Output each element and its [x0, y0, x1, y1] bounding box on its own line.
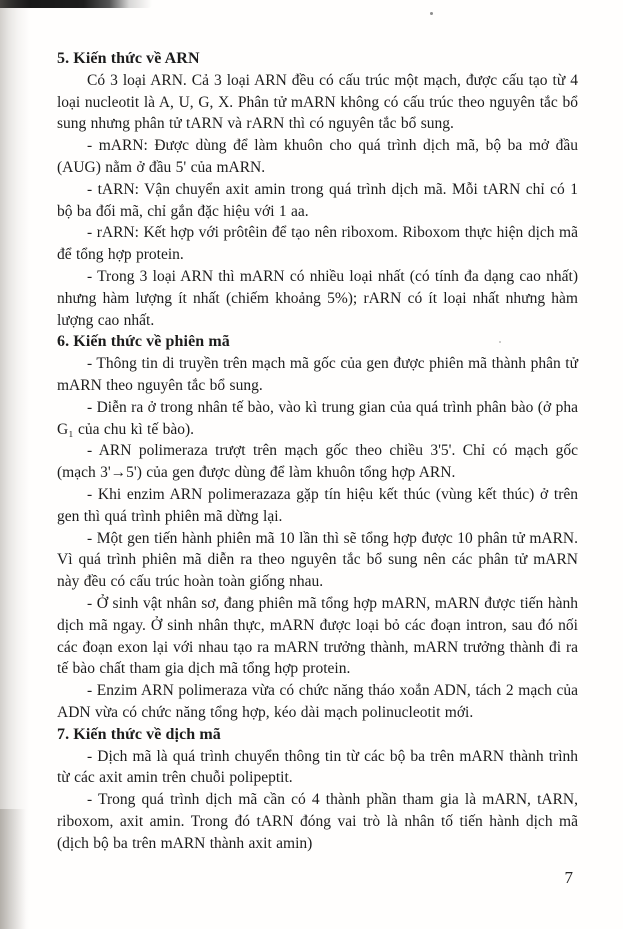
paragraph: - Một gen tiến hành phiên mã 10 lần thì sẽ tổng hợp được 10 phân tử mARN. Vì quá trình phiên mã diễn ra theo nguyên tắc bổ sung nên các phân tử mARN này đều có cấu trúc hoàn toàn giống nhau. — [57, 529, 578, 591]
paragraph: - tARN: Vận chuyển axit amin trong quá trình dịch mã. Mỗi tARN chỉ có 1 bộ ba đối mã, chỉ gắn đặc hiệu với 1 aa. — [57, 180, 578, 220]
paragraph: - Thông tin di truyền trên mạch mã gốc của gen được phiên mã thành phân tử mARN theo nguyên tắc bổ sung. — [57, 355, 578, 394]
scan-shadow-left-edge — [0, 0, 30, 929]
section-5-arn — [57, 48, 578, 331]
section-6-phien-ma — [57, 331, 578, 723]
section-7-dich-ma — [57, 724, 578, 855]
paragraph: - ARN polimeraza trượt trên mạch gốc theo chiều 3'5'. Chỉ có mạch gốc (mạch 3'→5') của gen được dùng để làm khuôn tổng hợp ARN. — [57, 442, 578, 482]
paragraph: - Trong 3 loại ARN thì mARN có nhiều loại nhất (có tính đa dạng cao nhất) nhưng hàm lượng ít nhất (chiếm khoảng 5%); rARN có ít loại nhất nhưng hàm lượng cao nhất. — [57, 267, 578, 329]
paragraph: Có 3 loại ARN. Cả 3 loại ARN đều có cấu trúc một mạch, được cấu tạo từ 4 loại nucleotit là A, U, G, X. Phân tử mARN không có cấu trúc theo nguyên tắc bổ sung nhưng phân tử tARN và rARN thì có nguyên tắc bổ sung. — [57, 71, 578, 133]
page-content — [57, 48, 578, 854]
paragraph: - mARN: Được dùng để làm khuôn cho quá trình dịch mã, bộ ba mở đầu (AUG) nằm ở đầu 5' của mARN. — [57, 137, 578, 176]
section-heading: 5. Kiến thức về ARN — [57, 50, 200, 67]
paragraph: - Diễn ra ở trong nhân tế bào, vào kì trung gian của quá trình phân bào (ở pha G₁ của chu kì tế bào). — [57, 398, 578, 438]
paragraph: - Ở sinh vật nhân sơ, đang phiên mã tổng hợp mARN, mARN được tiến hành dịch mã ngay. Ở sinh nhân thực, mARN được loại bỏ các đoạn intron, sau đó nối các đoạn exon lại với nhau tạo ra mARN trưởng thành, mARN trưởng thành đi ra tế bào chất tham gia dịch mã tổng hợp protein. — [57, 594, 578, 678]
section-heading: 6. Kiến thức về phiên mã — [57, 333, 230, 351]
scan-shadow-bottom-left — [0, 809, 26, 929]
paragraph: - rARN: Kết hợp với prôtêin để tạo nên riboxom. Riboxom thực hiện dịch mã để tổng hợp protein. — [57, 224, 578, 264]
paragraph: - Trong quá trình dịch mã cần có 4 thành phần tham gia là mARN, tARN, riboxom, axit amin. Trong đó tARN đóng vai trò là nhân tố tiến hành dịch mã (dịch bộ ba trên mARN thành axit amin) — [57, 791, 578, 852]
paragraph: - Dịch mã là quá trình chuyển thông tin từ các bộ ba trên mARN thành trình từ các axit amin trên chuỗi polipeptit. — [57, 747, 578, 787]
ink-speck — [430, 12, 433, 15]
paragraph: - Enzim ARN polimeraza vừa có chức năng tháo xoắn ADN, tách 2 mạch của ADN vừa có chức năng tổng hợp, kéo dài mạch polinucleotit mới. — [57, 682, 578, 721]
paragraph: - Khi enzim ARN polimerazaza gặp tín hiệu kết thúc (vùng kết thúc) ở trên gen thì quá trình phiên mã dừng lại. — [57, 485, 578, 525]
page-number: 7 — [564, 868, 573, 887]
section-heading: 7. Kiến thức về dịch mã — [57, 725, 221, 743]
